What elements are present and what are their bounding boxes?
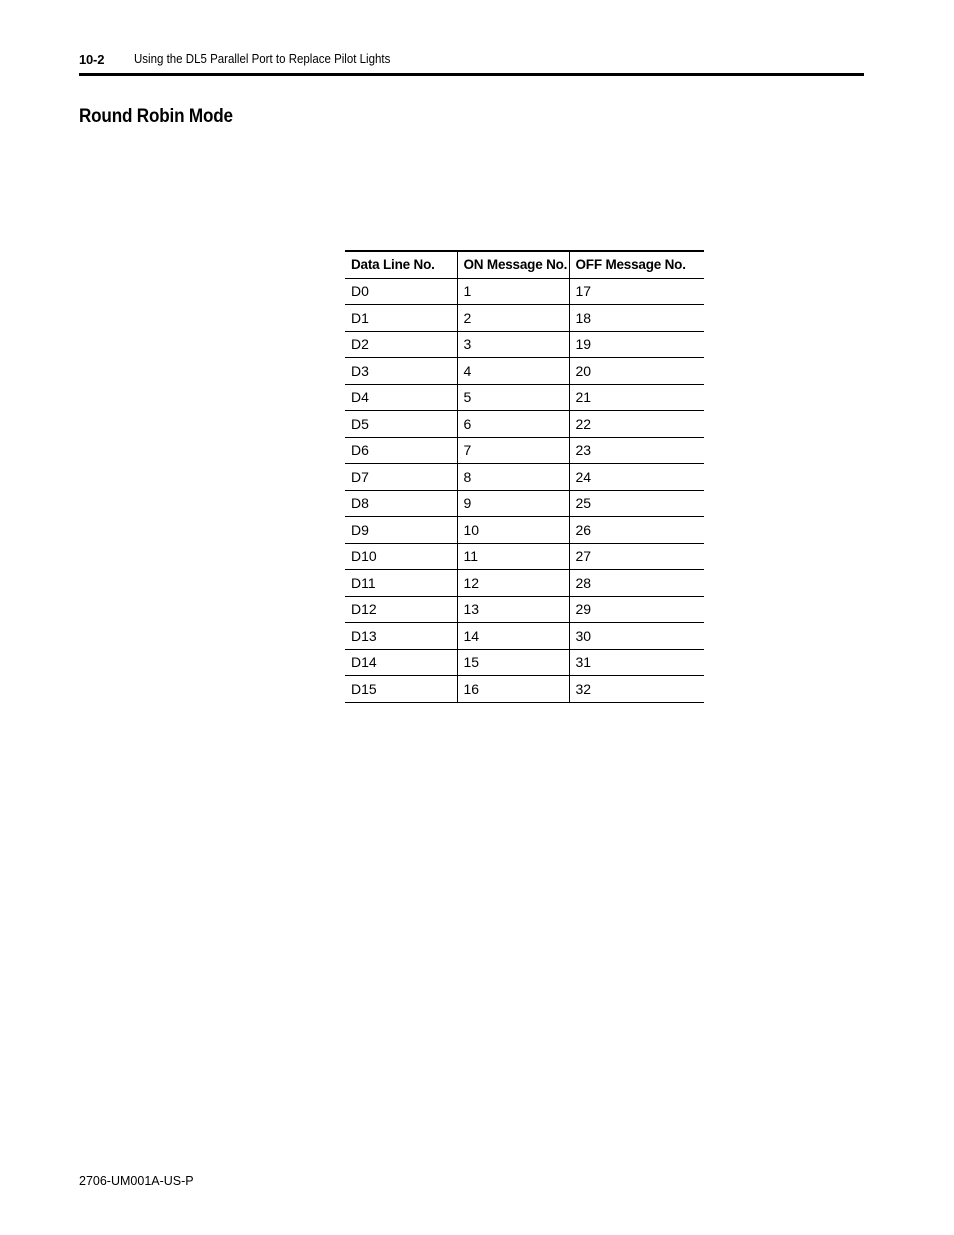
table-row xyxy=(345,596,704,623)
table-row xyxy=(345,676,704,703)
table-cell: 25 xyxy=(569,490,704,517)
page-number: 10-2 xyxy=(79,52,105,67)
table-cell: 3 xyxy=(457,331,569,358)
table-cell: 1 xyxy=(457,278,569,305)
column-header: ON Message No. xyxy=(457,251,569,278)
table-row xyxy=(345,623,704,650)
table-cell: 19 xyxy=(569,331,704,358)
table-cell: D3 xyxy=(345,358,457,385)
table-cell: 6 xyxy=(457,411,569,438)
table-cell: 5 xyxy=(457,384,569,411)
section-title: Round Robin Mode xyxy=(79,106,233,127)
table-cell: 29 xyxy=(569,596,704,623)
table-row xyxy=(345,464,704,491)
table-row xyxy=(345,331,704,358)
table-cell: D0 xyxy=(345,278,457,305)
table-cell: D1 xyxy=(345,305,457,332)
data-line-table xyxy=(345,250,704,703)
table-row xyxy=(345,278,704,305)
table-cell: 4 xyxy=(457,358,569,385)
table-row xyxy=(345,570,704,597)
table-row xyxy=(345,543,704,570)
table-cell: 22 xyxy=(569,411,704,438)
column-header: OFF Message No. xyxy=(569,251,704,278)
column-header: Data Line No. xyxy=(345,251,457,278)
table-cell: 7 xyxy=(457,437,569,464)
table-cell: D13 xyxy=(345,623,457,650)
table-row xyxy=(345,649,704,676)
table-cell: D10 xyxy=(345,543,457,570)
table-row xyxy=(345,437,704,464)
table-cell: 16 xyxy=(457,676,569,703)
table-cell: 30 xyxy=(569,623,704,650)
table-row xyxy=(345,384,704,411)
table-cell: 27 xyxy=(569,543,704,570)
table-cell: 13 xyxy=(457,596,569,623)
table-row xyxy=(345,305,704,332)
table-row xyxy=(345,411,704,438)
table-row xyxy=(345,490,704,517)
table-cell: D11 xyxy=(345,570,457,597)
publication-number: 2706-UM001A-US-P xyxy=(79,1174,194,1188)
table-cell: 11 xyxy=(457,543,569,570)
table-cell: 17 xyxy=(569,278,704,305)
table-cell: 23 xyxy=(569,437,704,464)
table-cell: 15 xyxy=(457,649,569,676)
table-cell: D4 xyxy=(345,384,457,411)
table-cell: D15 xyxy=(345,676,457,703)
table-cell: 21 xyxy=(569,384,704,411)
table-cell: 14 xyxy=(457,623,569,650)
table-cell: D9 xyxy=(345,517,457,544)
table-row xyxy=(345,517,704,544)
table-cell: 20 xyxy=(569,358,704,385)
table-cell: D6 xyxy=(345,437,457,464)
table-cell: 9 xyxy=(457,490,569,517)
table-cell: 31 xyxy=(569,649,704,676)
table-row xyxy=(345,358,704,385)
table-cell: D7 xyxy=(345,464,457,491)
table-cell: 8 xyxy=(457,464,569,491)
table-cell: 10 xyxy=(457,517,569,544)
table-cell: 24 xyxy=(569,464,704,491)
table-cell: D5 xyxy=(345,411,457,438)
table-cell: D2 xyxy=(345,331,457,358)
table-header-row xyxy=(345,251,704,278)
table-cell: D8 xyxy=(345,490,457,517)
table-cell: 18 xyxy=(569,305,704,332)
table-cell: D14 xyxy=(345,649,457,676)
table-cell: 26 xyxy=(569,517,704,544)
table-cell: 2 xyxy=(457,305,569,332)
table-cell: 12 xyxy=(457,570,569,597)
table-cell: 28 xyxy=(569,570,704,597)
running-title: Using the DL5 Parallel Port to Replace Pilot Lights xyxy=(134,52,391,66)
header-rule xyxy=(79,73,864,76)
table-cell: D12 xyxy=(345,596,457,623)
table-cell: 32 xyxy=(569,676,704,703)
